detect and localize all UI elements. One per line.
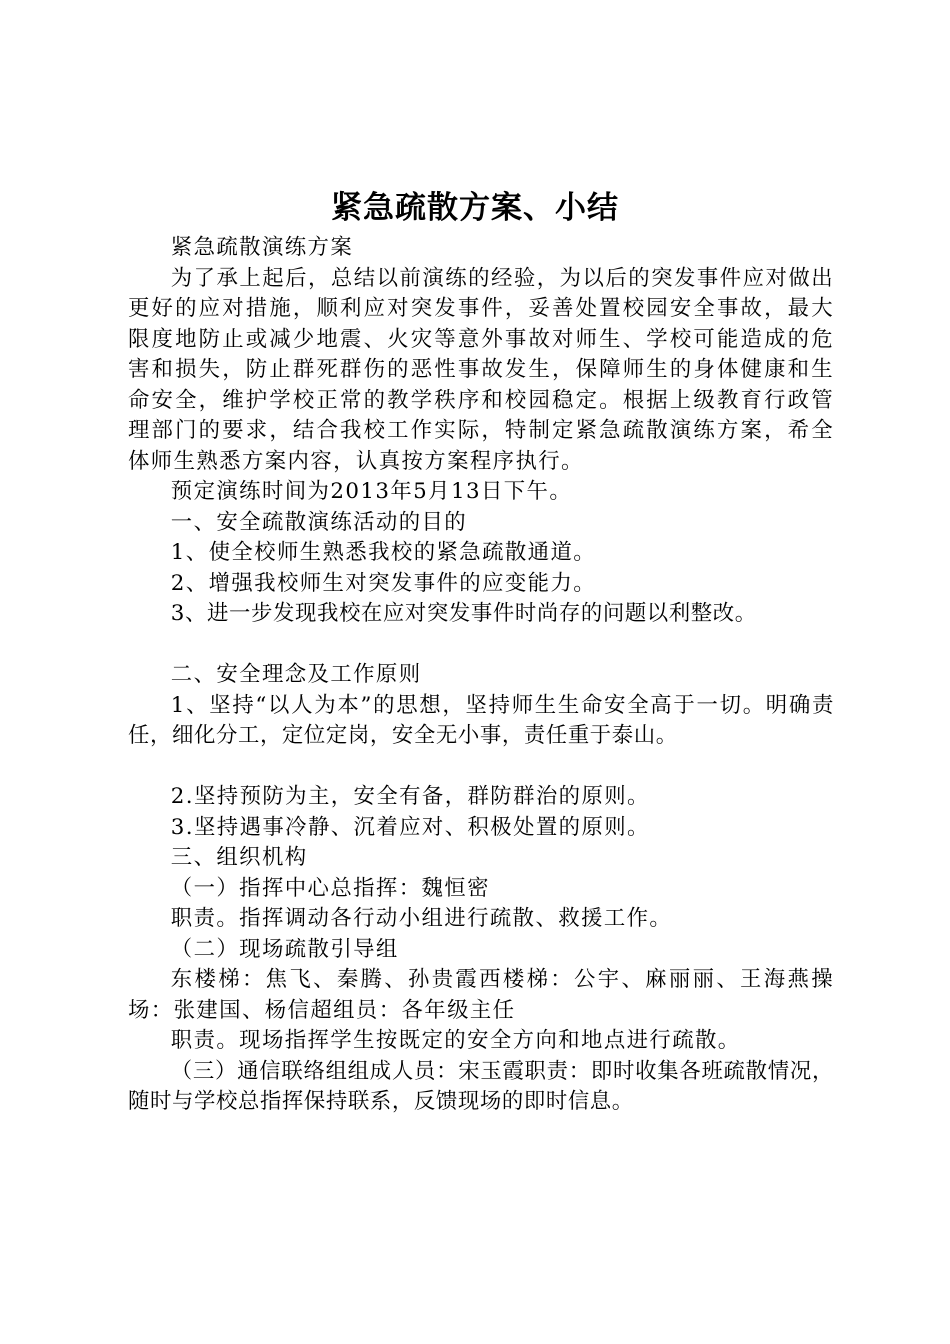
blank-line [128, 752, 834, 783]
org-evacuation-duty: 职责。现场指挥学生按既定的安全方向和地点进行疏散。 [170, 1028, 741, 1053]
org-command-center: （一）指挥中心总指挥：魏恒密 [170, 875, 490, 901]
org-evacuation-members: 东楼梯：焦飞、秦腾、孙贵霞西楼梯：公宇、麻丽丽、王海燕操场：张建国、杨信超组员：各年级主任 [128, 967, 834, 1023]
document-body [128, 233, 834, 1118]
blank-line [128, 630, 834, 661]
paragraph-plan-name: 紧急疏散演练方案 [170, 235, 354, 260]
document-title: 紧急疏散方案、小结 [331, 190, 619, 226]
org-evacuation-group: （二）现场疏散引导组 [170, 936, 399, 962]
purpose-item-3: 3、进一步发现我校在应对突发事件时尚存的问题以利整改。 [170, 601, 757, 626]
paragraph-intro: 为了承上起后，总结以前演练的经验，为以后的突发事件应对做出更好的应对措施，顺利应对突发事件，妥善处置校园安全事故，最大限度地防止或减少地震、火灾等意外事故对师生、学校可能造成的危害和损失，防止群死群伤的恶性事故发生，保障师生的身体健康和生命安全，维护学校正常的教学秩序和校园稳定。根据上级教育行政管理部门的要求，结合我校工作实际，特制定紧急疏散演练方案，希全体师生熟悉方案内容，认真按方案程序执行。 [128, 265, 834, 474]
org-command-duty: 职责。指挥调动各行动小组进行疏散、救援工作。 [170, 906, 673, 931]
heading-principles: 二、安全理念及工作原则 [170, 662, 422, 687]
principle-item-2: 2.坚持预防为主，安全有备，群防群治的原则。 [170, 784, 650, 809]
principle-item-3: 3.坚持遇事冷静、沉着应对、积极处置的原则。 [170, 814, 650, 840]
purpose-item-1: 1、使全校师生熟悉我校的紧急疏散通道。 [170, 540, 597, 565]
heading-purpose: 一、安全疏散演练活动的目的 [170, 509, 468, 535]
org-communication-group: （三）通信联络组组成人员：宋玉霞职责：即时收集各班疏散情况，随时与学校总指挥保持联系，反馈现场的即时信息。 [128, 1058, 834, 1114]
purpose-item-2: 2、增强我校师生对突发事件的应变能力。 [170, 570, 597, 596]
paragraph-drill-time: 预定演练时间为2013年5月13日下午。 [170, 479, 573, 504]
principle-item-1: 1、坚持“以人为本”的思想，坚持师生生命安全高于一切。明确责任，细化分工，定位定岗，安全无小事，责任重于泰山。 [128, 692, 834, 748]
heading-organization: 三、组织机构 [170, 845, 308, 870]
